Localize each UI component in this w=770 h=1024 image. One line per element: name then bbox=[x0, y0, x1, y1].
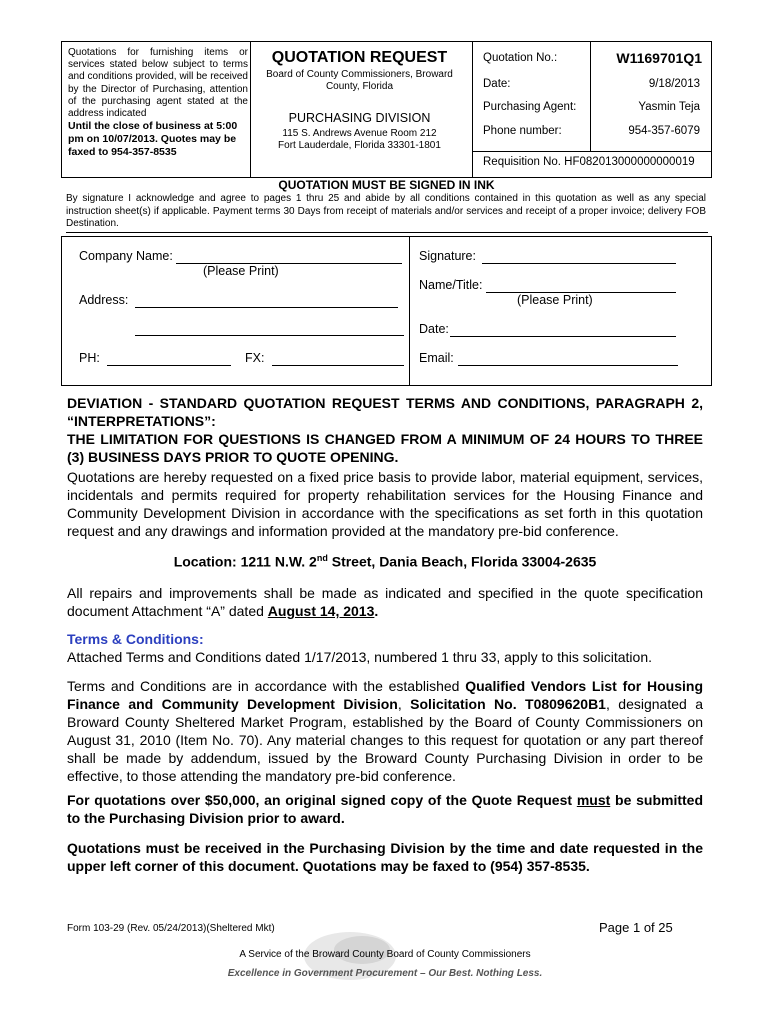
date-label-field: Date: bbox=[419, 322, 449, 336]
address-field[interactable] bbox=[135, 306, 398, 308]
repairs-text: All repairs and improvements shall be made as indicated and specified in the quote specification document Attachment “A” dated bbox=[67, 585, 703, 619]
location-prefix: Location: 1211 N.W. 2 bbox=[173, 553, 317, 570]
terms-heading: Terms & Conditions: bbox=[67, 631, 204, 647]
phone-label-field: PH: bbox=[79, 351, 100, 365]
submission-text: Quotations for furnishing items or services stated below subject to terms and conditions provided, will be received by the Director of Purchasing, attention of the purchasing agent stated at the address indicated bbox=[68, 47, 248, 120]
divider bbox=[250, 42, 251, 177]
header-box bbox=[61, 41, 712, 178]
quotation-no-label: Quotation No.: bbox=[483, 52, 558, 64]
deviation-notice bbox=[67, 394, 703, 466]
date-value: 9/18/2013 bbox=[648, 78, 700, 90]
divider bbox=[472, 42, 473, 177]
date-field[interactable] bbox=[450, 335, 676, 337]
please-print-note-2: (Please Print) bbox=[517, 293, 593, 307]
terms-paragraph bbox=[67, 677, 703, 785]
address-label: Address: bbox=[79, 293, 129, 307]
phone-field[interactable] bbox=[107, 364, 231, 366]
submission-instructions bbox=[68, 47, 248, 159]
name-title-label: Name/Title: bbox=[419, 278, 483, 292]
location-line bbox=[67, 549, 703, 571]
address-line-2: Fort Lauderdale, Florida 33301-1801 bbox=[278, 140, 441, 151]
ink-notice: QUOTATION MUST BE SIGNED IN INK bbox=[278, 178, 495, 192]
form-number: Form 103-29 (Rev. 05/24/2013)(Sheltered Mkt) bbox=[67, 923, 275, 934]
please-print-note: (Please Print) bbox=[203, 264, 279, 278]
signature-acknowledgement: By signature I acknowledge and agree to pages 1 thru 25 and abide by all conditions contained in this quotation as well as any special instruction sheet(s) if applicable. Payment terms 30 Days from receipt of materials and/or services and receipt of a proper invoice; delivery FOB Destination. bbox=[66, 193, 706, 229]
location-suffix: Street, Dania Beach, Florida 33004-2635 bbox=[327, 553, 597, 570]
deviation-line-1: DEVIATION - STANDARD QUOTATION REQUEST TERMS AND CONDITIONS, PARAGRAPH 2, “INTERPRETATIONS”: bbox=[67, 395, 703, 429]
over-50k-a: For quotations over $50,000, an original signed copy of the Quote Request bbox=[67, 792, 577, 808]
slogan: Excellence in Government Procurement – Our Best. Nothing Less. bbox=[227, 968, 543, 979]
date-label: Date: bbox=[483, 78, 511, 90]
terms-solicitation: Solicitation No. T0809620B1 bbox=[410, 696, 606, 712]
header-subtitle: Board of County Commissioners, Broward County, Florida bbox=[266, 69, 453, 92]
phone-label: Phone number: bbox=[483, 125, 562, 137]
page-title: QUOTATION REQUEST bbox=[271, 49, 448, 66]
email-field[interactable] bbox=[458, 364, 678, 366]
terms-text-e: , designated a Broward County Sheltered Market Program, established by the Board of County Commissioners on August 31, 2010 (Item No. 70). Any material changes to this request for quotation or any part thereof shall be made by addendum, issued by the Broward County Purchasing Division in order to be effective, to those attending the mandatory pre-bid conference. bbox=[67, 696, 703, 784]
over-50k-notice bbox=[67, 791, 703, 827]
over-50k-b: be submitted to the Purchasing Division prior to award. bbox=[67, 792, 704, 826]
agent-label: Purchasing Agent: bbox=[483, 101, 577, 113]
company-name-label: Company Name: bbox=[79, 249, 173, 263]
repairs-paragraph bbox=[67, 584, 703, 620]
over-50k-must: must bbox=[576, 792, 611, 808]
divider bbox=[590, 42, 591, 151]
repairs-date: August 14, 2013 bbox=[267, 603, 375, 619]
header-title-block bbox=[255, 48, 464, 152]
signature-field[interactable] bbox=[482, 262, 676, 264]
terms-line: Attached Terms and Conditions dated 1/17/2013, numbered 1 thru 33, apply to this solicitation. bbox=[67, 649, 652, 665]
location-sup: nd bbox=[316, 553, 328, 563]
signature-label: Signature: bbox=[419, 249, 476, 263]
divider bbox=[409, 237, 410, 385]
deviation-line-2: THE LIMITATION FOR QUESTIONS IS CHANGED FROM A MINIMUM OF 24 HOURS TO THREE (3) BUSINESS DAYS PRIOR TO QUOTE OPENING. bbox=[67, 431, 703, 465]
fax-field[interactable] bbox=[272, 364, 404, 366]
page-number: Page 1 of 25 bbox=[599, 920, 673, 935]
terms-text-a: Terms and Conditions are in accordance with the established bbox=[67, 678, 466, 694]
email-label: Email: bbox=[419, 351, 454, 365]
repairs-end: . bbox=[374, 603, 379, 619]
terms-vendor-list: Qualified Vendors List for Housing Finance and Community Development Division bbox=[67, 678, 703, 712]
intro-paragraph: Quotations are hereby requested on a fixed price basis to provide labor, material equipment, services, incidentals and permits required for property rehabilitation services for the Housing Finance and Community Development Division in accordance with the specifications as set forth in this quotation request and any drawings and information provided at the mandatory pre-bid conference. bbox=[67, 469, 703, 539]
agent-value: Yasmin Teja bbox=[638, 101, 700, 113]
divider bbox=[66, 232, 708, 233]
fax-label: FX: bbox=[245, 351, 265, 365]
divider bbox=[472, 151, 711, 152]
requisition-number: Requisition No. HF082013000000000019 bbox=[483, 156, 695, 168]
quotation-no-value: W1169701Q1 bbox=[616, 50, 702, 66]
submission-deadline: Until the close of business at 5:00 pm on 10/07/2013. Quotes may be faxed to 954-357-8535 bbox=[68, 120, 238, 159]
address-line-1: 115 S. Andrews Avenue Room 212 bbox=[282, 128, 437, 139]
received-notice: Quotations must be received in the Purchasing Division by the time and date requested in the upper left corner of this document. Quotations may be faxed to (954) 357-8535. bbox=[67, 840, 703, 874]
phone-value: 954-357-6079 bbox=[628, 125, 700, 137]
address-field-line-2[interactable] bbox=[135, 334, 404, 336]
terms-text-c: , bbox=[397, 696, 411, 712]
division-name: PURCHASING DIVISION bbox=[288, 111, 431, 125]
service-line: A Service of the Broward County Board of County Commissioners bbox=[239, 949, 531, 960]
vendor-form-box bbox=[61, 236, 712, 386]
